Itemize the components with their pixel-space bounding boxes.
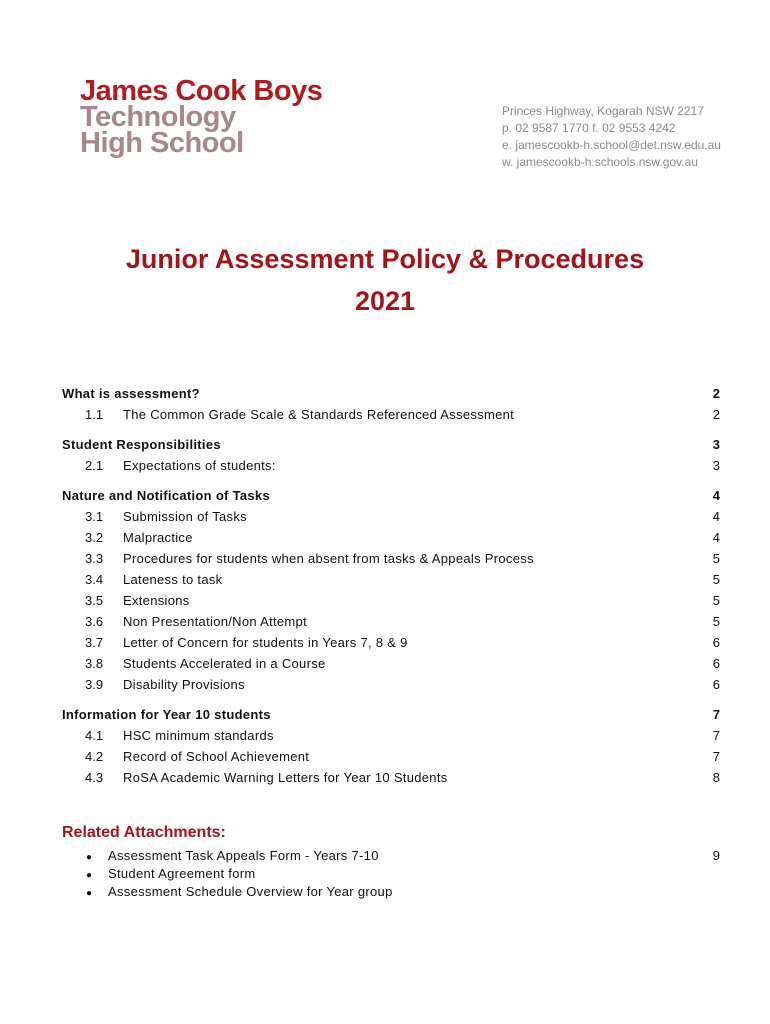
toc-entry-text: Malpractice <box>123 530 193 545</box>
attachment-text: Student Agreement form <box>108 866 256 881</box>
toc-entry-row[interactable] <box>62 635 720 656</box>
toc-entry-text: Students Accelerated in a Course <box>123 656 326 671</box>
school-logo <box>80 75 323 159</box>
toc-entry-text: RoSA Academic Warning Letters for Year 10 Students <box>123 770 448 785</box>
toc-entry-text: Procedures for students when absent from tasks & Appeals Process <box>123 551 534 566</box>
attachment-text: Assessment Task Appeals Form - Years 7-10 <box>108 848 379 863</box>
toc-section <box>62 386 720 428</box>
toc-section <box>62 488 720 698</box>
toc-entry-number: 3.3 <box>85 551 104 566</box>
phone-line: p. 02 9587 1770 f. 02 9553 4242 <box>502 121 676 135</box>
toc-page-number: 6 <box>712 677 720 692</box>
toc-entry-text: The Common Grade Scale & Standards Referenced Assessment <box>123 407 515 422</box>
logo-line-3: High School <box>80 127 244 159</box>
toc-page-number: 8 <box>712 770 720 785</box>
toc-entry-row[interactable] <box>62 677 720 698</box>
attachment-item <box>62 866 720 884</box>
toc-entry-number: 3.1 <box>85 509 104 524</box>
attachment-text: Assessment Schedule Overview for Year group <box>108 884 393 899</box>
related-attachments <box>62 824 720 902</box>
toc-entry-row[interactable] <box>62 407 720 428</box>
toc-entry-row[interactable] <box>62 530 720 551</box>
toc-heading-row[interactable] <box>62 488 720 509</box>
title-line-2: 2021 <box>354 286 416 316</box>
toc-page-number: 6 <box>712 656 720 671</box>
toc-heading-text: Nature and Notification of Tasks <box>62 488 270 503</box>
toc-page-number: 6 <box>712 635 720 650</box>
title-line-1: Junior Assessment Policy & Procedures <box>125 244 645 274</box>
toc-page-number: 7 <box>712 749 720 764</box>
toc-entry-row[interactable] <box>62 770 720 791</box>
toc-page-number: 5 <box>712 614 720 629</box>
school-address <box>502 103 721 171</box>
website-line: w. jamescookb-h.schools.nsw.gov.au <box>502 155 698 169</box>
toc-entry-number: 4.3 <box>85 770 104 785</box>
toc-entry-number: 2.1 <box>85 458 104 473</box>
toc-page-number: 2 <box>712 386 720 401</box>
logo-line-2: Technology <box>80 101 236 133</box>
toc-entry-row[interactable] <box>62 593 720 614</box>
attachment-item <box>62 848 720 866</box>
toc-heading-row[interactable] <box>62 437 720 458</box>
toc-entry-number: 3.2 <box>85 530 104 545</box>
related-list <box>62 848 720 902</box>
toc-page-number: 7 <box>712 728 720 743</box>
toc-page-number: 7 <box>712 707 720 722</box>
toc-page-number: 4 <box>712 530 720 545</box>
toc-entry-text: Submission of Tasks <box>123 509 247 524</box>
toc-heading-row[interactable] <box>62 386 720 407</box>
toc-entry-row[interactable] <box>62 509 720 530</box>
toc-entry-number: 4.2 <box>85 749 104 764</box>
toc-page-number: 3 <box>712 437 720 452</box>
toc-page-number: 5 <box>712 593 720 608</box>
toc-entry-row[interactable] <box>62 656 720 677</box>
toc-heading-text: Student Responsibilities <box>62 437 221 452</box>
toc-entry-text: Record of School Achievement <box>123 749 310 764</box>
toc-entry-number: 3.9 <box>85 677 104 692</box>
toc-page-number: 4 <box>712 488 720 503</box>
toc-entry-text: HSC minimum standards <box>123 728 274 743</box>
email-line: e. jamescookb-h.school@det.nsw.edu.au <box>502 138 721 152</box>
toc-heading-text: What is assessment? <box>62 386 200 401</box>
toc-entry-text: Letter of Concern for students in Years 7, 8 & 9 <box>123 635 408 650</box>
attachment-item <box>62 884 720 902</box>
toc-page-number: 4 <box>712 509 720 524</box>
logo-line-1: James Cook Boys <box>80 75 323 107</box>
toc-section <box>62 707 720 791</box>
toc-heading-row[interactable] <box>62 707 720 728</box>
toc-entry-number: 4.1 <box>85 728 104 743</box>
table-of-contents <box>62 386 720 800</box>
toc-entry-text: Lateness to task <box>123 572 223 587</box>
toc-heading-text: Information for Year 10 students <box>62 707 271 722</box>
toc-page-number: 5 <box>712 551 720 566</box>
bullet-icon: ● <box>86 870 93 881</box>
bullet-icon: ● <box>86 888 93 899</box>
toc-entry-row[interactable] <box>62 749 720 770</box>
toc-entry-number: 3.7 <box>85 635 104 650</box>
toc-page-number: 5 <box>712 572 720 587</box>
toc-entry-row[interactable] <box>62 614 720 635</box>
toc-entry-text: Extensions <box>123 593 190 608</box>
toc-entry-number: 3.8 <box>85 656 104 671</box>
toc-entry-number: 1.1 <box>85 407 104 422</box>
address-line: Princes Highway, Kogarah NSW 2217 <box>502 104 704 118</box>
toc-entry-text: Disability Provisions <box>123 677 245 692</box>
toc-entry-number: 3.6 <box>85 614 104 629</box>
toc-entry-row[interactable] <box>62 458 720 479</box>
toc-entry-text: Non Presentation/Non Attempt <box>123 614 308 629</box>
toc-page-number: 2 <box>712 407 720 422</box>
toc-section <box>62 437 720 479</box>
toc-entry-row[interactable] <box>62 728 720 749</box>
document-title <box>0 238 770 322</box>
toc-entry-text: Expectations of students: <box>123 458 276 473</box>
related-heading: Related Attachments: <box>62 824 226 841</box>
toc-entry-number: 3.4 <box>85 572 104 587</box>
attachment-page-number: 9 <box>712 848 720 863</box>
toc-entry-number: 3.5 <box>85 593 104 608</box>
bullet-icon: ● <box>86 852 93 863</box>
toc-entry-row[interactable] <box>62 572 720 593</box>
toc-entry-row[interactable] <box>62 551 720 572</box>
toc-page-number: 3 <box>712 458 720 473</box>
